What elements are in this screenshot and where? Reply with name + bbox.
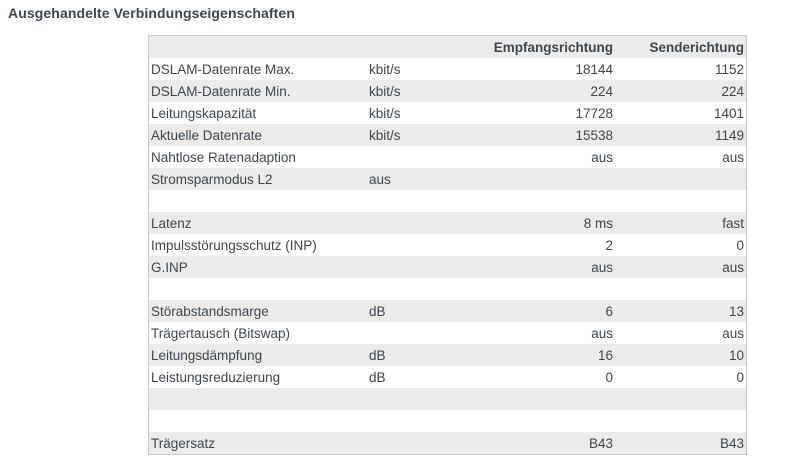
table-row <box>149 190 747 212</box>
row-unit-cell <box>367 146 466 168</box>
row-receive-cell: aus <box>591 149 613 165</box>
row-receive-cell: 224 <box>466 80 617 102</box>
row-receive-cell <box>466 278 617 300</box>
row-unit-cell: kbit/s <box>367 124 466 146</box>
table-row <box>149 322 747 344</box>
row-name-cell: Stromsparmodus L2 <box>149 168 368 190</box>
row-name-cell: Störabstandsmarge <box>149 300 368 322</box>
row-receive-cell <box>466 410 617 432</box>
row-send-cell: 0 <box>736 237 744 253</box>
row-receive-cell: aus <box>466 256 617 278</box>
row-unit-cell <box>367 278 466 300</box>
table-row <box>149 124 747 146</box>
row-send-cell: fast <box>617 212 747 234</box>
row-name-cell: Nahtlose Ratenadaption <box>151 149 296 165</box>
section-title: Ausgehandelte Verbindungseigenschaften <box>8 5 295 21</box>
row-unit-cell <box>367 190 466 212</box>
row-name-cell <box>149 190 368 212</box>
table-row <box>149 234 747 256</box>
row-send-cell: 224 <box>617 80 747 102</box>
row-unit-cell <box>367 410 466 432</box>
row-unit-cell <box>367 322 466 344</box>
table-row <box>149 168 747 190</box>
row-send-cell <box>617 388 747 410</box>
row-send-cell: 10 <box>617 344 747 366</box>
row-name-cell: DSLAM-Datenrate Max. <box>151 61 295 77</box>
table-row <box>149 410 747 432</box>
row-unit-cell <box>367 212 466 234</box>
header-receive-direction: Empfangsrichtung <box>466 36 617 59</box>
row-send-cell: 1149 <box>617 124 747 146</box>
row-send-cell <box>617 190 747 212</box>
row-unit-cell <box>367 388 466 410</box>
row-unit-cell: aus <box>367 168 466 190</box>
table-row <box>149 80 747 102</box>
table-row <box>149 300 747 322</box>
row-unit-cell: kbit/s <box>369 61 401 77</box>
header-unit <box>367 36 466 59</box>
table-header-row <box>149 36 747 59</box>
row-receive-cell: 15538 <box>466 124 617 146</box>
row-receive-cell: 6 <box>466 300 617 322</box>
row-receive-cell: 16 <box>466 344 617 366</box>
header-send-direction: Senderichtung <box>617 36 747 59</box>
table-row <box>149 432 747 455</box>
row-name-cell: Trägersatz <box>149 432 368 455</box>
row-send-cell: 1152 <box>714 61 744 77</box>
row-unit-cell: kbit/s <box>367 80 466 102</box>
row-name-cell: Leitungskapazität <box>151 105 257 121</box>
row-send-cell: 0 <box>736 369 744 385</box>
row-unit-cell: dB <box>367 300 466 322</box>
row-name-cell <box>149 278 368 300</box>
table-row <box>149 278 747 300</box>
row-name-cell: Impulsstörungsschutz (INP) <box>151 237 317 253</box>
row-name-cell <box>149 410 368 432</box>
table-row <box>149 146 747 168</box>
row-unit-cell <box>367 234 466 256</box>
row-receive-cell: 2 <box>605 237 613 253</box>
row-receive-cell <box>466 388 617 410</box>
row-send-cell <box>617 278 747 300</box>
table-row <box>149 256 747 278</box>
row-send-cell <box>617 168 747 190</box>
row-unit-cell: dB <box>367 344 466 366</box>
row-receive-cell: 18144 <box>575 61 613 77</box>
table-row <box>149 366 747 388</box>
row-name-cell: Aktuelle Datenrate <box>149 124 368 146</box>
row-name-cell: Leitungsdämpfung <box>149 344 368 366</box>
row-name-cell: G.INP <box>149 256 368 278</box>
row-receive-cell: 17728 <box>575 105 613 121</box>
row-unit-cell <box>367 256 466 278</box>
table-row <box>149 344 747 366</box>
row-receive-cell: 8 ms <box>466 212 617 234</box>
row-unit-cell <box>367 432 466 455</box>
row-send-cell: aus <box>617 256 747 278</box>
row-send-cell: aus <box>722 149 744 165</box>
row-send-cell: 1401 <box>713 105 744 121</box>
row-unit-cell: dB <box>369 369 386 385</box>
row-send-cell: B43 <box>617 432 747 455</box>
row-name-cell: Latenz <box>149 212 368 234</box>
row-name-cell <box>149 388 368 410</box>
row-name-cell: Leistungsreduzierung <box>151 369 281 385</box>
table-row <box>149 102 747 124</box>
row-receive-cell: aus <box>591 325 613 341</box>
table-row <box>149 212 747 234</box>
row-receive-cell: B43 <box>466 432 617 455</box>
row-receive-cell <box>466 190 617 212</box>
row-send-cell: aus <box>722 325 744 341</box>
row-send-cell: 13 <box>617 300 747 322</box>
row-send-cell <box>617 410 747 432</box>
table-row <box>149 388 747 410</box>
row-receive-cell: 0 <box>605 369 613 385</box>
table-row <box>149 58 747 80</box>
connection-properties-table <box>148 35 747 455</box>
row-name-cell: Trägertausch (Bitswap) <box>151 325 291 341</box>
row-name-cell: DSLAM-Datenrate Min. <box>149 80 368 102</box>
header-name <box>149 36 368 59</box>
row-unit-cell: kbit/s <box>369 105 401 121</box>
row-receive-cell <box>466 168 617 190</box>
